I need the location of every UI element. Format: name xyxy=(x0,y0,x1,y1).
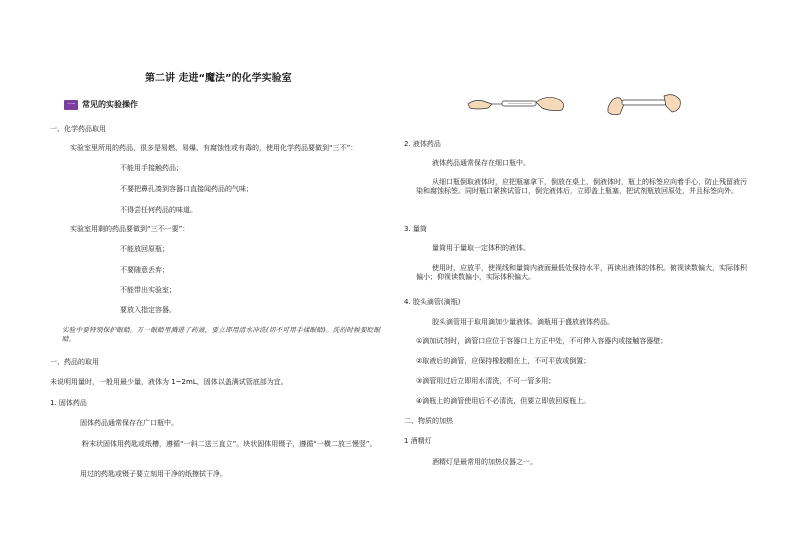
dropper-rule: ③滴管用过后立即用水清洗，不可一管多用； xyxy=(416,377,556,385)
paragraph-dropper-use: 胶头滴管用于取用滴加少量液体。滴瓶用于盛放液体药品。 xyxy=(432,318,614,326)
rule-item: 不能用手接触药品； xyxy=(120,164,183,172)
heading-solid: 1. 固体药品 xyxy=(50,399,87,407)
rule-item: 不能带出实验室； xyxy=(120,286,176,294)
dropper-rule: ①滴加试剂时，滴管口应位于容器口上方正中处，不可伸入容器内或接触容器壁； xyxy=(416,337,668,345)
paragraph-cylinder-use: 量筒用于量取一定体积的液体。 xyxy=(432,244,530,252)
section-number-badge: 一 xyxy=(64,100,78,110)
rule-item: 不能放回原瓶； xyxy=(120,245,169,253)
paragraph-pouring: 从细口瓶倒取液体时，应把瓶塞拿下，倒放在桌上，倒液体时，瓶上的标签应向着手心，防止残留液污染和腐蚀标签。同时瓶口紧挨试管口，倒完液体后，立即盖上瓶塞，把试剂瓶放回原处，并且标签向外。 xyxy=(416,178,747,195)
paragraph-cylinder-reading: 使用时，应放平，使视线和量筒内液面最低处保持水平，再读出液体的体积。俯视读数偏大，实际体积偏小；仰视读数偏小，实际体积偏大。 xyxy=(416,264,747,281)
rule-item: 不得尝任何药品的味道。 xyxy=(120,206,197,214)
dropper-rule: ④滴瓶上的滴管使用后不必清洗，但要立即放回原瓶上。 xyxy=(416,397,591,405)
rule-item: 不要随意丢弃； xyxy=(120,266,169,274)
page-title: 第二讲 走进“魔法”的化学实验室 xyxy=(145,73,292,84)
paragraph-three-nots: 实验室里所用的药品，很多是易燃、易爆、有腐蚀性或有毒的，使用化学药品要做到“三不”： xyxy=(70,144,358,152)
heading-heating: 二、物质的加热 xyxy=(404,417,453,425)
paragraph-amount: 未说明用量时，一般用最少量，液体为 1~2mL，固体以盖满试管底部为宜。 xyxy=(50,378,288,386)
eye-safety-note: 实验中要特别保护眼睛。万一眼睛里溅进了药液，要立即用清水冲洗(切不可用手揉眼睛)。洗的时候要眨眼睛。 xyxy=(62,326,381,343)
paragraph-liquid-storage: 液体药品通常保存在细口瓶中。 xyxy=(432,159,530,167)
paragraph-three-nots-one-must: 实验室用剩的药品要做到“三不一要”： xyxy=(70,225,190,233)
paragraph-solid-storage: 固体药品通常保存在广口瓶中。 xyxy=(80,419,178,427)
section-title: 常见的实验操作 xyxy=(82,100,138,109)
paragraph-clean-tools: 用过的药匙或镊子要立刻用干净的纸擦拭干净。 xyxy=(80,470,227,478)
heading-chemical-use: 一、化学药品取用 xyxy=(50,125,106,133)
heading-cylinder: 3. 量筒 xyxy=(404,225,427,233)
heading-alcohol-lamp: 1 酒精灯 xyxy=(404,437,432,445)
test-tube-feeding-illustration xyxy=(462,90,572,120)
heading-drug-taking: 一、药品的取用 xyxy=(50,358,99,366)
paragraph-alcohol-lamp: 酒精灯是最常用的加热仪器之一。 xyxy=(432,458,537,466)
rule-item: 要放入指定容器。 xyxy=(120,306,176,314)
rule-item: 不要把鼻孔凑到容器口直接闻药品的气味； xyxy=(120,185,253,193)
dropper-rule: ②取液后的滴管，应保持橡胶帽在上，不可平放或倒置； xyxy=(416,357,591,365)
test-tube-upright-illustration xyxy=(604,84,684,124)
heading-dropper: 4. 胶头滴管(滴瓶) xyxy=(404,298,461,306)
paragraph-solid-method: 粉末状固体用药匙或纸槽，遵循“一斜二送三直立”。块状固体用镊子，遵循“一横二放三慢竖”。 xyxy=(82,440,377,448)
heading-liquid: 2. 液体药品 xyxy=(404,140,441,148)
